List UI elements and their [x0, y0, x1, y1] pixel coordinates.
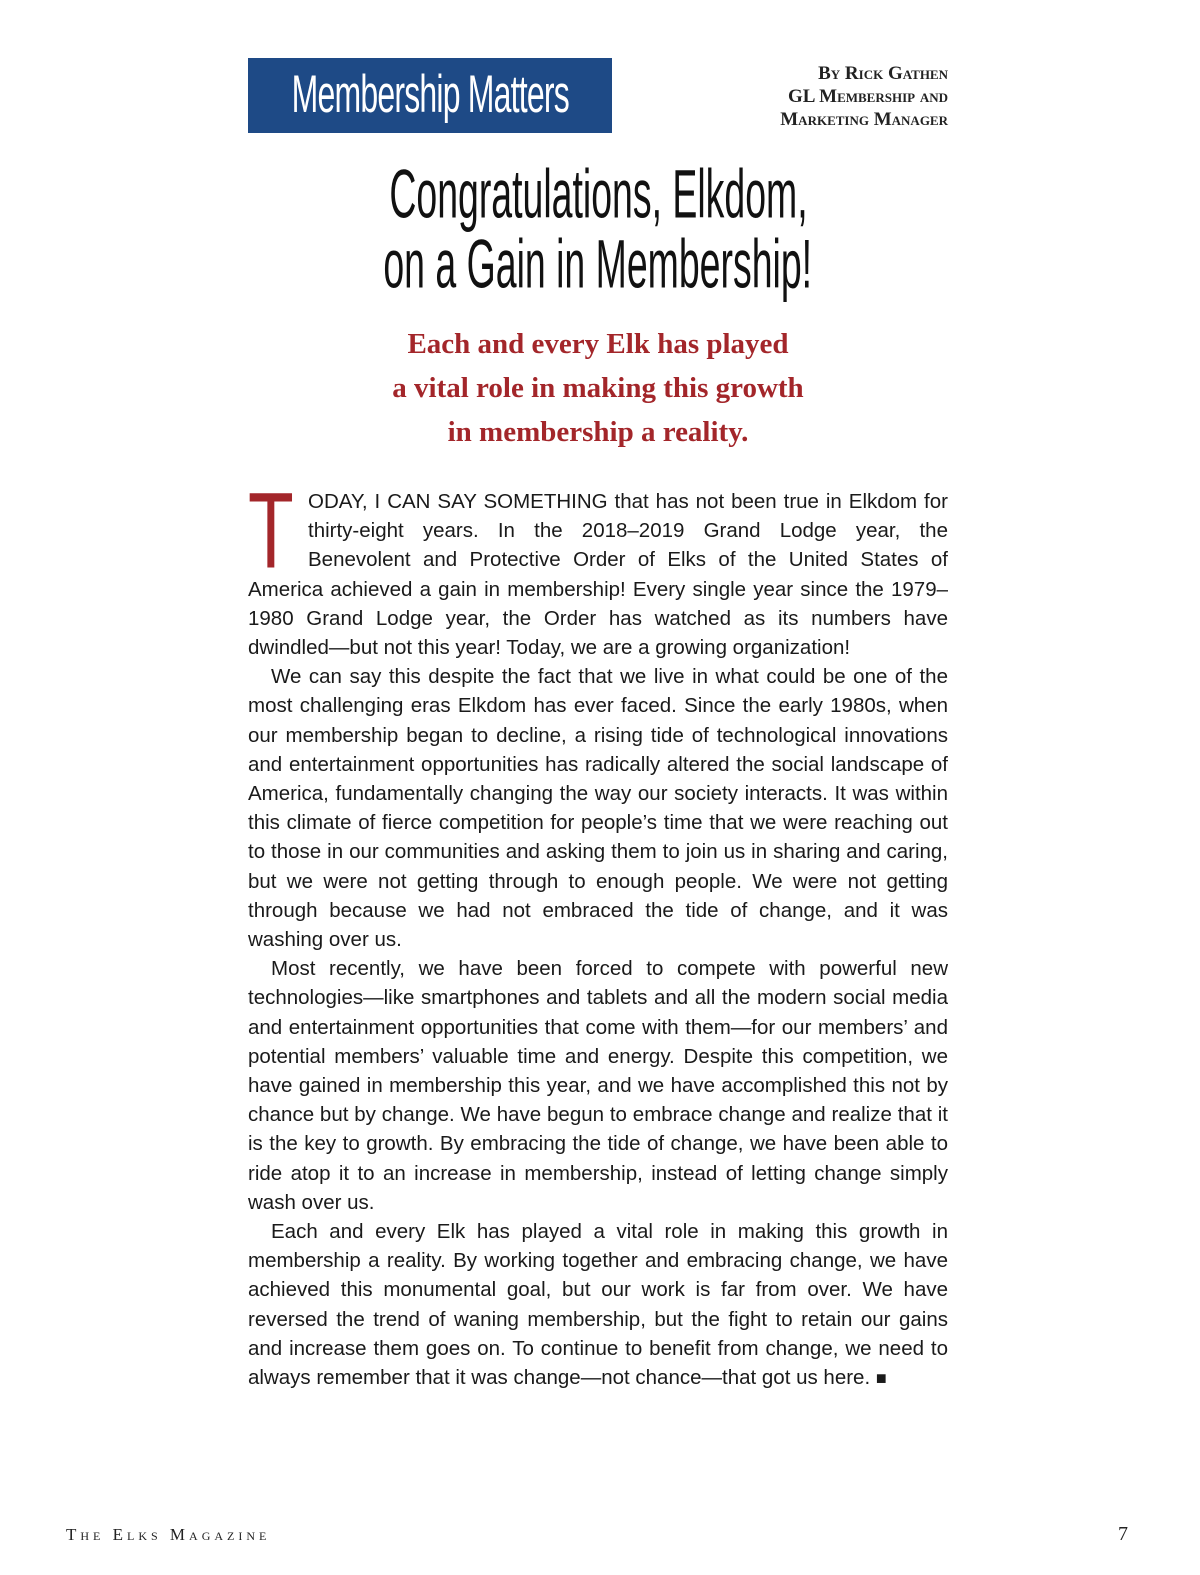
paragraph-1 — [248, 471, 948, 662]
paragraph-4 — [248, 1217, 948, 1393]
paragraph-1-text: that has not been true in Elkdom for thirty-eight years. In the 2018–2019 Grand Lodge year, the Benevolent and Protective Order of Elks of the United States of America achieved a gain in membership! Every single year since the 1979–1980 Grand Lodge year, the Order has watched as its numbers have dwindled—but not this year! Today, we are a growing organization! — [248, 490, 948, 660]
paragraph-3: Most recently, we have been forced to compete with powerful new technologies—like smartphones and tablets and all the modern social media and entertainment opportunities that come with them—for our members’ and potential members’ valuable time and energy. Despite this competition, we have gained in membership this year, and we have accomplished this not by chance but by change. We have begun to embrace change and realize that it is the key to growth. By embracing the tide of change, we have been able to ride atop it to an increase in membership, instead of letting change simply wash over us. — [248, 957, 948, 1214]
publication-name: The Elks Magazine — [66, 1525, 271, 1544]
headline-line-1: Congratulations, Elkdom, — [388, 156, 808, 234]
article-body — [248, 471, 948, 1393]
section-banner — [248, 58, 612, 133]
subhead-line-3: in membership a reality. — [447, 416, 749, 448]
lead-in: ODAY, I CAN SAY SOMETHING — [308, 490, 608, 513]
subhead-line-1: Each and every Elk has played — [407, 328, 789, 360]
drop-cap: T — [248, 471, 294, 591]
byline — [688, 62, 948, 131]
headline-line-2: on a Gain in Membership! — [383, 226, 813, 304]
section-title: Membership Matters — [291, 65, 569, 124]
end-mark-icon: ■ — [875, 1368, 887, 1389]
paragraph-2: We can say this despite the fact that we live in what could be one of the most challenging eras Elkdom has ever faced. Since the early 1980s, when our membership began to decline, a rising tide of technological innovations and entertainment opportunities has radically altered the social landscape of America, fundamentally changing the way our society interacts. It was within this climate of fierce competition for people’s time that we were reaching out to those in our communities and asking them to join us in sharing and caring, but we were not getting through to enough people. We were not getting through because we had not embraced the tide of change, and it was washing over us. — [248, 665, 948, 952]
page-title — [248, 156, 948, 304]
byline-title-2: Marketing Manager — [780, 109, 948, 130]
subheading — [248, 322, 948, 454]
page-number: 7 — [1118, 1523, 1128, 1545]
byline-author: By Rick Gathen — [818, 63, 948, 84]
paragraph-4-text: Each and every Elk has played a vital role in making this growth in membership a reality. By working together and embracing change, we have achieved this monumental goal, but our work is far from over. We have reversed the trend of waning membership, but the fight to retain our gains and increase them goes on. To continue to benefit from change, we need to always remember that it was change—not chance—that got us here. — [248, 1220, 948, 1390]
subhead-line-2: a vital role in making this growth — [392, 372, 804, 404]
byline-title-1: GL Membership and — [787, 86, 948, 107]
